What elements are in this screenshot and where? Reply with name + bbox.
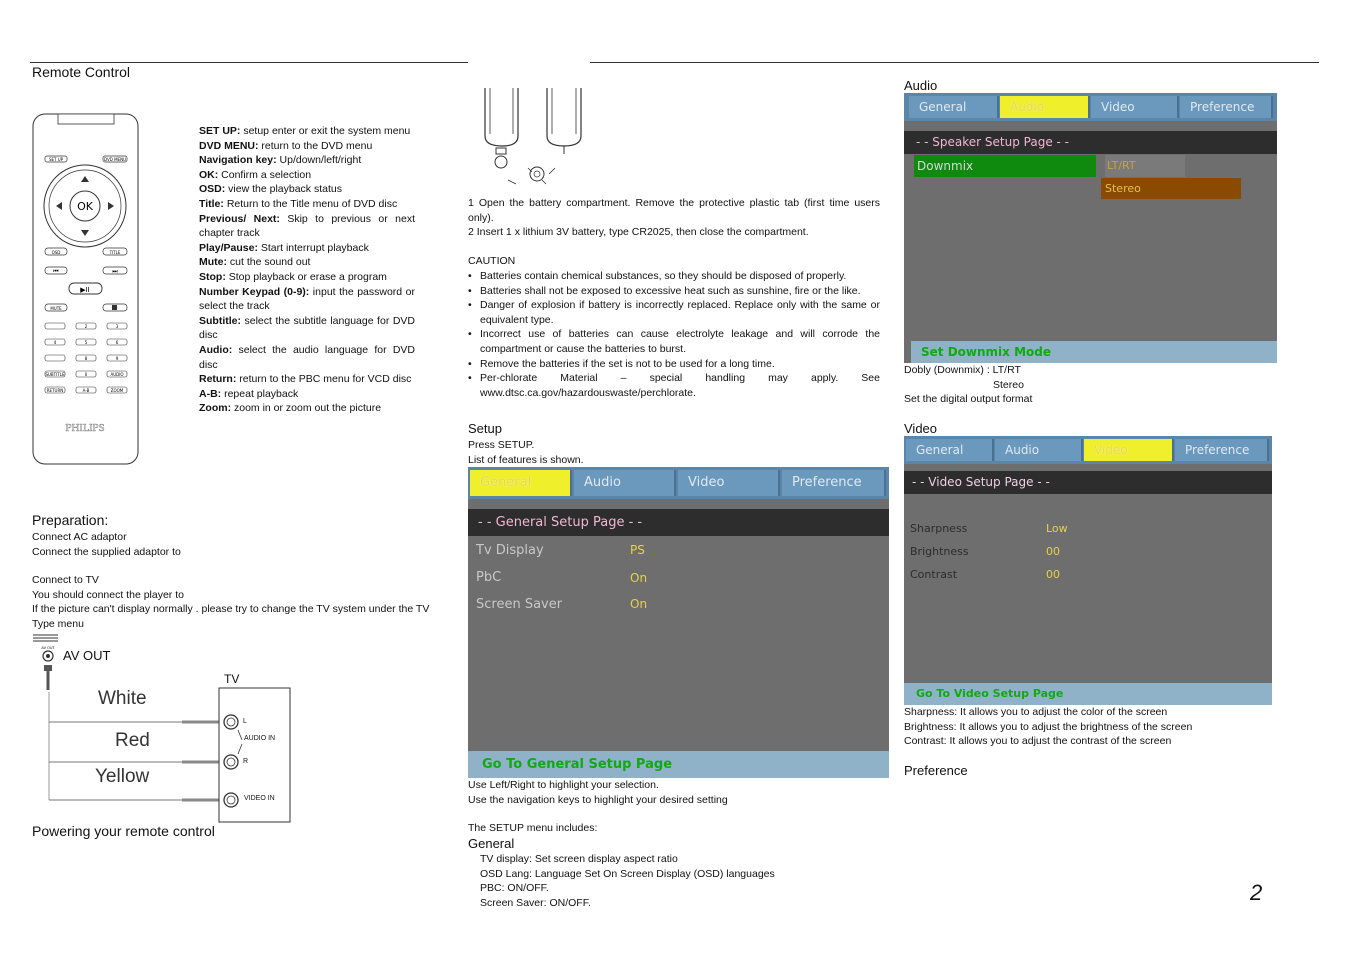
key-desc: Mute: cut the sound out — [199, 256, 311, 269]
svg-text:2: 2 — [84, 324, 88, 329]
brightness-value: 00 — [1046, 545, 1060, 558]
white-cable-label: White — [98, 688, 147, 709]
audio-r-label: R — [243, 758, 249, 765]
video-setup-screen — [904, 436, 1272, 705]
general-item: OSD Lang: Language Set On Screen Display (OSD) languages — [480, 867, 775, 880]
downmix-item[interactable]: Downmix — [914, 155, 1096, 177]
preparation-heading: Preparation: — [32, 512, 109, 528]
downmix-footer: Set Downmix Mode — [911, 341, 1277, 363]
video-line: Brightness: It allows you to adjust the brightness of the screen — [904, 720, 1193, 733]
svg-text:TITLE: TITLE — [109, 250, 121, 255]
nav-line: Use Left/Right to highlight your selection. — [468, 779, 659, 791]
caution-item: • Incorrect use of batteries can cause electrolyte leakage and will corrode the compartment or cause the batteries to burst. — [468, 327, 880, 356]
svg-text:0: 0 — [84, 372, 88, 377]
key-desc: Zoom: zoom in or zoom out the picture — [199, 402, 382, 415]
red-cable-label: Red — [115, 730, 150, 751]
video-description — [904, 705, 1284, 749]
key-desc: Number Keypad (0-9): input the password or select the track — [199, 285, 415, 313]
tab-preference[interactable]: Preference — [1180, 96, 1273, 118]
remote-control-illustration — [32, 112, 140, 468]
prep-line: Connect AC adaptor — [32, 531, 127, 543]
tab-general[interactable]: General — [906, 439, 994, 461]
key-desc: Return: return to the PBC menu for VCD disc — [199, 373, 412, 386]
tab-audio[interactable]: Audio — [1000, 96, 1090, 118]
av-out-tiny-label: AV OUT — [41, 646, 55, 650]
sharpness-value: Low — [1046, 522, 1068, 535]
tab-video[interactable]: Video — [1091, 96, 1179, 118]
key-desc: OSD: view the playback status — [199, 183, 342, 196]
ltrt-option[interactable]: LT/RT — [1105, 155, 1185, 177]
general-item: Screen Saver: ON/OFF. — [480, 896, 591, 909]
nav-line: Use the navigation keys to highlight your desired setting — [468, 793, 728, 806]
tv-line: If the picture can't display normally . please try to change the TV system under the TV Type menu — [32, 603, 430, 630]
key-desc: SET UP: setup enter or exit the system menu — [199, 125, 411, 137]
key-desc: Previous/ Next: Skip to previous or next chapter track — [199, 212, 415, 240]
audio-heading: Audio — [904, 78, 938, 93]
tab-preference[interactable]: Preference — [782, 470, 886, 496]
tab-general[interactable]: General — [909, 96, 999, 118]
caution-item: • Remove the batteries if the set is not to be used for a long time. — [468, 357, 880, 372]
remote-control-svg — [32, 112, 140, 468]
svg-text:⏮: ⏮ — [53, 268, 59, 275]
tv-display-label[interactable]: Tv Display — [476, 543, 544, 558]
general-menu-tabs — [468, 467, 889, 499]
svg-text:A-B: A-B — [82, 388, 90, 393]
audio-description — [904, 363, 1277, 407]
key-desc: Navigation key: Up/down/left/right — [199, 154, 362, 167]
pbc-value: On — [630, 571, 648, 585]
tv-line: Connect to TV — [32, 574, 99, 586]
key-desc: Audio: select the audio language for DVD disc — [199, 343, 415, 371]
setup-key-label: SET UP — [48, 157, 64, 162]
setup-line: List of features is shown. — [468, 453, 584, 466]
tv-display-value: PS — [630, 543, 645, 557]
key-desc: Title: Return to the Title menu of DVD disc — [199, 197, 398, 210]
tab-video[interactable]: Video — [678, 470, 780, 496]
audio-l-label: L — [243, 718, 247, 725]
key-desc: Play/Pause: Start interrupt playback — [199, 241, 369, 254]
setup-intro — [468, 438, 880, 467]
ok-key-label: OK — [77, 200, 93, 213]
svg-text:8: 8 — [84, 356, 88, 361]
svg-text:⏭: ⏭ — [112, 268, 118, 275]
contrast-value: 00 — [1046, 568, 1060, 581]
key-desc: A-B: repeat playback — [199, 387, 299, 400]
battery-instructions — [468, 196, 880, 240]
contrast-label[interactable]: Contrast — [910, 568, 958, 581]
audio-line: Stereo — [993, 378, 1024, 391]
svg-text:RETURN: RETURN — [46, 388, 64, 393]
battery-step: 2 Insert 1 x lithium 3V battery, type CR2025, then close the compartment. — [468, 226, 809, 239]
general-heading: General — [468, 836, 515, 851]
general-setup-footer: Go To General Setup Page — [468, 751, 889, 778]
video-line: Sharpness: It allows you to adjust the color of the screen — [904, 706, 1168, 718]
svg-text:OSD: OSD — [51, 250, 61, 255]
video-setup-footer: Go To Video Setup Page — [904, 683, 1272, 705]
yellow-cable-label: Yellow — [95, 766, 150, 787]
svg-text:6: 6 — [115, 340, 119, 345]
page-number: 2 — [1250, 880, 1263, 905]
general-setup-screen — [468, 467, 889, 778]
preparation-text — [32, 530, 452, 559]
tab-audio[interactable]: Audio — [995, 439, 1083, 461]
prep-line: Connect the supplied adaptor to — [32, 545, 181, 558]
pbc-label[interactable]: PbC — [476, 570, 502, 585]
remote-key-descriptions — [199, 124, 415, 416]
video-setup-page-band: - - Video Setup Page - - — [904, 471, 1272, 494]
audio-line: Set the digital output format — [904, 393, 1033, 406]
svg-text:9: 9 — [115, 356, 119, 361]
remote-control-heading: Remote Control — [32, 64, 131, 80]
audio-line: Dobly (Downmix) : LT/RT — [904, 364, 1021, 376]
caution-item: • Batteries contain chemical substances, so they should be disposed of properly. — [468, 269, 880, 284]
setup-heading: Setup — [468, 421, 502, 436]
general-item: PBC: ON/OFF. — [480, 882, 549, 895]
caution-list — [468, 269, 880, 400]
key-desc: Stop: Stop playback or erase a program — [199, 270, 387, 283]
svg-text:SUBTITLE: SUBTITLE — [45, 372, 65, 377]
header-rule-right — [590, 62, 1319, 63]
tab-preference[interactable]: Preference — [1175, 439, 1269, 461]
av-out-label: AV OUT — [63, 648, 111, 663]
general-item: TV display: Set screen display aspect ratio — [480, 853, 678, 865]
caution-title: CAUTION — [468, 255, 516, 267]
setup-includes: The SETUP menu includes: — [468, 822, 598, 834]
svg-text:▶II: ▶II — [80, 286, 90, 294]
tab-audio[interactable]: Audio — [574, 470, 676, 496]
caution-item: • Batteries shall not be exposed to excessive heat such as sunshine, fire or the like. — [468, 284, 880, 299]
caution-item: • Danger of explosion if battery is incorrectly replaced. Replace only with the same or equivalent type. — [468, 298, 880, 327]
video-menu-tabs — [904, 436, 1272, 464]
audio-setup-screen — [904, 93, 1277, 363]
general-setup-page-band: - - General Setup Page - - — [468, 509, 889, 536]
svg-text:MUTE: MUTE — [50, 306, 62, 311]
tv-label: TV — [224, 672, 240, 686]
svg-text:AUDIO: AUDIO — [110, 372, 124, 377]
general-items — [480, 852, 880, 910]
sharpness-label[interactable]: Sharpness — [910, 522, 968, 535]
setup-line: Press SETUP. — [468, 439, 535, 451]
key-desc: OK: Confirm a selection — [199, 168, 312, 181]
caution-item: • Per-chlorate Material – special handling may apply. See www.dtsc.ca.gov/hazardouswaste/perchlorate. — [468, 371, 880, 400]
video-heading: Video — [904, 421, 938, 436]
dvdmenu-key-label: DVD MENU — [104, 157, 126, 162]
video-in-label: VIDEO IN — [244, 795, 275, 802]
tv-line: You should connect the player to — [32, 588, 184, 601]
philips-logo: PHILIPS — [65, 424, 105, 434]
audio-menu-tabs — [904, 93, 1277, 121]
brightness-label[interactable]: Brightness — [910, 545, 969, 558]
header-rule-left — [30, 62, 468, 63]
speaker-setup-page-band: - - Speaker Setup Page - - — [904, 131, 1277, 154]
preference-heading: Preference — [904, 763, 968, 778]
svg-text:3: 3 — [115, 324, 119, 329]
tab-general[interactable]: General — [470, 470, 572, 496]
connect-tv-text — [32, 573, 452, 631]
key-desc: DVD MENU: return to the DVD menu — [199, 139, 373, 152]
svg-text:5: 5 — [84, 340, 88, 345]
svg-text:4: 4 — [53, 340, 57, 345]
screen-saver-value: On — [630, 597, 648, 611]
audio-in-label: AUDIO IN — [244, 735, 276, 742]
battery-step: 1 Open the battery compartment. Remove the protective plastic tab (first time users only). — [468, 197, 880, 224]
battery-illustration — [480, 88, 590, 190]
key-desc: Subtitle: select the subtitle language for DVD disc — [199, 314, 415, 342]
tab-video[interactable]: Video — [1084, 439, 1174, 461]
video-line: Contrast: It allows you to adjust the contrast of the screen — [904, 735, 1172, 748]
powering-remote-heading: Powering your remote control — [32, 823, 215, 839]
screen-saver-label[interactable]: Screen Saver — [476, 597, 563, 612]
av-connection-diagram — [30, 632, 295, 826]
svg-text:ZOOM: ZOOM — [110, 388, 124, 393]
stereo-option[interactable]: Stereo — [1101, 178, 1241, 199]
setup-navigation-text — [468, 778, 888, 807]
